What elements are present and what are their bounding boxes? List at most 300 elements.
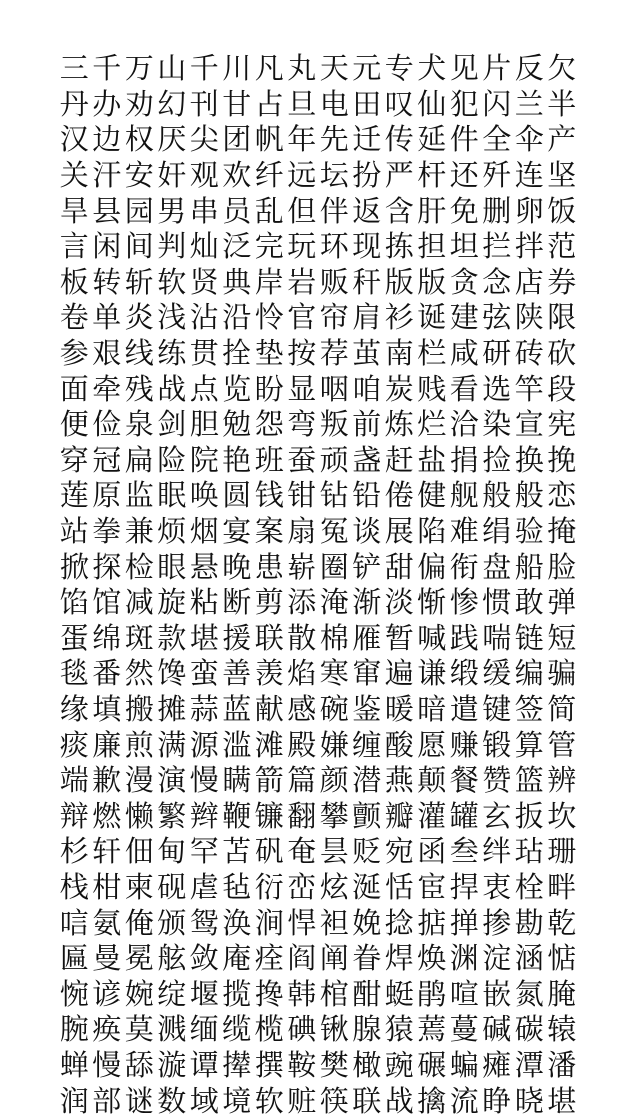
character: 环 [319,229,349,264]
character: 看 [449,371,479,406]
character: 骗 [547,656,577,691]
character: 捍 [449,869,479,904]
character: 雁 [352,620,382,655]
character: 沾 [189,300,219,335]
character: 歼 [482,158,512,193]
character: 便 [59,407,89,442]
character: 援 [222,620,252,655]
character: 珊 [547,834,577,869]
character-row [58,1083,578,1119]
character: 蝉 [59,1047,89,1082]
character: 迁 [352,122,382,157]
character: 辩 [59,798,89,833]
character: 牵 [92,371,122,406]
character: 橄 [352,1047,382,1082]
character-row [58,371,578,407]
character: 砍 [547,336,577,371]
character: 店 [514,264,544,299]
character: 鞍 [287,1047,317,1082]
character: 蒜 [189,691,219,726]
character: 拌 [514,229,544,264]
character: 贱 [417,371,447,406]
character: 鸳 [189,905,219,940]
character: 岩 [287,264,317,299]
character: 演 [157,763,187,798]
character: 玩 [287,229,317,264]
character: 堪 [547,1083,577,1118]
character: 蛮 [189,656,219,691]
character: 殿 [287,727,317,762]
character: 赶 [384,442,414,477]
character: 匾 [59,941,89,976]
character: 坚 [547,158,577,193]
character: 番 [92,656,122,691]
character: 潜 [352,763,382,798]
character: 遣 [449,691,479,726]
character: 堪 [189,620,219,655]
character: 瘫 [482,1047,512,1082]
character: 暖 [384,691,414,726]
character: 婉 [124,976,154,1011]
character: 源 [189,727,219,762]
character: 险 [157,442,187,477]
character: 甸 [157,834,187,869]
character: 斩 [124,264,154,299]
character: 三 [59,51,89,86]
character: 弦 [482,300,512,335]
character: 钱 [254,478,284,513]
character: 馆 [92,585,122,620]
character: 圈 [319,549,349,584]
character: 锻 [482,727,512,762]
character: 边 [92,122,122,157]
character: 奸 [157,158,187,193]
character: 验 [514,514,544,549]
character: 遍 [384,656,414,691]
character: 窜 [352,656,382,691]
character: 然 [124,656,154,691]
character: 电 [319,86,349,121]
character: 玄 [482,798,512,833]
character: 短 [547,620,577,655]
character: 尖 [189,122,219,157]
character: 舷 [157,941,187,976]
character: 篮 [514,763,544,798]
character: 按 [287,336,317,371]
character: 盘 [482,549,512,584]
character: 恋 [547,478,577,513]
character: 奄 [287,834,317,869]
character: 猿 [384,1012,414,1047]
character: 叛 [319,407,349,442]
character: 柬 [124,869,154,904]
character: 捐 [449,442,479,477]
character: 谜 [124,1083,154,1118]
character: 线 [124,336,154,371]
character: 眷 [352,941,382,976]
character: 榄 [254,1012,284,1047]
character: 痊 [254,941,284,976]
character: 涣 [222,905,252,940]
character: 肩 [352,300,382,335]
character: 竿 [514,371,544,406]
character: 淀 [482,941,512,976]
character: 帘 [319,300,349,335]
character: 腕 [59,1012,89,1047]
character: 言 [59,229,89,264]
character: 莫 [124,1012,154,1047]
character: 曼 [92,941,122,976]
character: 溅 [157,1012,187,1047]
character: 绵 [92,620,122,655]
character: 颜 [319,763,349,798]
character: 判 [157,229,187,264]
character: 垫 [254,336,284,371]
character: 蜓 [384,976,414,1011]
character: 贩 [319,264,349,299]
character: 片 [482,51,512,86]
character: 砚 [157,869,187,904]
character: 县 [92,193,122,228]
character: 衍 [254,869,284,904]
character: 歉 [92,763,122,798]
character: 衫 [384,300,414,335]
character: 洽 [449,407,479,442]
character: 弯 [287,407,317,442]
character: 灿 [189,229,219,264]
character: 酣 [352,976,382,1011]
character: 棉 [319,620,349,655]
character: 筷 [319,1083,349,1118]
character: 廉 [92,727,122,762]
character: 悍 [287,905,317,940]
character: 韩 [287,976,317,1011]
character-row [58,727,578,763]
character: 伴 [319,193,349,228]
character: 现 [352,229,382,264]
character-row [58,941,578,977]
character: 虐 [189,869,219,904]
character: 漫 [124,763,154,798]
character: 燃 [92,798,122,833]
character: 坎 [547,798,577,833]
character: 晓 [514,1083,544,1118]
character: 斑 [124,620,154,655]
character: 慢 [189,763,219,798]
character-row [58,158,578,194]
character: 栓 [514,869,544,904]
character: 添 [287,585,317,620]
character: 滩 [254,727,284,762]
character: 秆 [352,264,382,299]
character: 渊 [449,941,479,976]
character: 班 [254,442,284,477]
character: 件 [449,122,479,157]
character: 船 [514,549,544,584]
character: 栈 [59,869,89,904]
character: 年 [287,122,317,157]
character: 贯 [189,336,219,371]
character: 绊 [482,834,512,869]
character: 乱 [254,193,284,228]
character: 惯 [482,585,512,620]
character: 幻 [157,86,187,121]
character: 旦 [287,86,317,121]
character: 填 [92,691,122,726]
character: 卷 [59,300,89,335]
character: 繁 [157,798,187,833]
character: 砖 [514,336,544,371]
character: 版 [417,264,447,299]
character: 蚕 [287,442,317,477]
character: 峦 [287,869,317,904]
character: 揽 [222,976,252,1011]
character: 樊 [319,1047,349,1082]
character: 勘 [514,905,544,940]
character: 帆 [254,122,284,157]
character: 剑 [157,407,187,442]
character: 团 [222,122,252,157]
character: 天 [319,51,349,86]
character: 元 [352,51,382,86]
character: 连 [514,158,544,193]
character: 般 [514,478,544,513]
character: 山 [157,51,187,86]
character: 辨 [547,763,577,798]
character: 饭 [547,193,577,228]
character: 流 [449,1083,479,1118]
character: 换 [514,442,544,477]
character: 战 [384,1083,414,1118]
character: 展 [384,514,414,549]
character: 显 [287,371,317,406]
character: 还 [449,158,479,193]
character: 占 [254,86,284,121]
character: 煎 [124,727,154,762]
character-row [58,549,578,585]
character: 园 [124,193,154,228]
character: 擒 [417,1083,447,1118]
character: 堰 [189,976,219,1011]
character: 圆 [222,478,252,513]
character: 汉 [59,122,89,157]
character-row [58,478,578,514]
character: 腌 [547,976,577,1011]
character: 伞 [514,122,544,157]
character: 甘 [222,86,252,121]
character: 含 [384,193,414,228]
character: 苫 [222,834,252,869]
character: 川 [222,51,252,86]
character: 赃 [287,1083,317,1118]
character: 剪 [254,585,284,620]
character: 刊 [189,86,219,121]
character: 拣 [384,229,414,264]
character: 念 [482,264,512,299]
character: 钻 [319,478,349,513]
character: 院 [189,442,219,477]
character: 宣 [514,407,544,442]
character: 但 [287,193,317,228]
character: 选 [482,371,512,406]
character: 完 [254,229,284,264]
character: 敛 [189,941,219,976]
character: 俺 [124,905,154,940]
character: 餐 [449,763,479,798]
character: 万 [124,51,154,86]
character: 劝 [124,86,154,121]
character: 暗 [417,691,447,726]
character-row [58,443,578,479]
character: 散 [287,620,317,655]
character: 欢 [222,158,252,193]
character: 氨 [92,905,122,940]
character: 碱 [482,1012,512,1047]
character: 难 [449,514,479,549]
character: 栏 [417,336,447,371]
character: 摊 [157,691,187,726]
character: 篇 [287,763,317,798]
character: 酸 [384,727,414,762]
character: 泛 [222,229,252,264]
character: 碳 [514,1012,544,1047]
character: 炫 [319,869,349,904]
character: 编 [514,656,544,691]
character: 链 [514,620,544,655]
character: 厌 [157,122,187,157]
character: 软 [157,264,187,299]
character: 段 [547,371,577,406]
character: 撵 [222,1047,252,1082]
character: 境 [222,1083,252,1118]
character: 顽 [319,442,349,477]
character: 犬 [417,51,447,86]
character: 阎 [287,941,317,976]
character: 睁 [482,1083,512,1118]
character-row [58,122,578,158]
character: 馅 [59,585,89,620]
character: 炭 [384,371,414,406]
character: 柑 [92,869,122,904]
character: 衷 [482,869,512,904]
character: 千 [92,51,122,86]
character: 倦 [384,478,414,513]
character: 慢 [92,1047,122,1082]
character: 颤 [352,798,382,833]
character: 健 [417,478,447,513]
character: 蔓 [449,1012,479,1047]
character: 昙 [319,834,349,869]
character: 缆 [222,1012,252,1047]
character: 全 [482,122,512,157]
character: 缓 [482,656,512,691]
character: 潭 [514,1047,544,1082]
character: 键 [482,691,512,726]
character: 见 [449,51,479,86]
character: 喧 [449,976,479,1011]
character: 咸 [449,336,479,371]
character: 淡 [384,585,414,620]
character: 翻 [287,798,317,833]
character: 端 [59,763,89,798]
character: 辕 [547,1012,577,1047]
character: 传 [384,122,414,157]
character: 单 [92,300,122,335]
character: 宛 [384,834,414,869]
character: 田 [352,86,382,121]
character: 鹃 [417,976,447,1011]
character: 搀 [254,976,284,1011]
character: 怨 [254,407,284,442]
character: 咽 [319,371,349,406]
character: 站 [59,514,89,549]
character: 焰 [287,656,317,691]
character: 谭 [189,1047,219,1082]
character: 远 [287,158,317,193]
character: 欠 [547,51,577,86]
character: 惨 [449,585,479,620]
character: 延 [417,122,447,157]
character: 炎 [124,300,154,335]
character: 瓣 [384,798,414,833]
character-row [58,870,578,906]
character: 惦 [547,941,577,976]
character: 恬 [384,869,414,904]
character-row [58,87,578,123]
character: 减 [124,585,154,620]
character: 罕 [189,834,219,869]
character: 攀 [319,798,349,833]
character: 践 [449,620,479,655]
character: 沿 [222,300,252,335]
character: 炼 [384,407,414,442]
character: 捡 [482,442,512,477]
character: 点 [189,371,219,406]
character: 软 [254,1083,284,1118]
character: 版 [384,264,414,299]
character: 辫 [189,798,219,833]
character: 丹 [59,86,89,121]
character: 嵌 [482,976,512,1011]
character: 检 [124,549,154,584]
character: 弹 [547,585,577,620]
character: 满 [157,727,187,762]
character: 算 [514,727,544,762]
character: 碗 [319,691,349,726]
character: 陷 [417,514,447,549]
character: 胆 [189,407,219,442]
character: 汗 [92,158,122,193]
character: 惭 [417,585,447,620]
character-row [58,692,578,728]
character-row [58,656,578,692]
character: 愿 [417,727,447,762]
character: 坛 [319,158,349,193]
character: 卵 [514,193,544,228]
character: 诞 [417,300,447,335]
character: 盼 [254,371,284,406]
character: 冤 [319,514,349,549]
character: 扮 [352,158,382,193]
character: 串 [189,193,219,228]
character-row [58,265,578,301]
character: 扁 [124,442,154,477]
character: 涵 [514,941,544,976]
character: 蓝 [222,691,252,726]
character: 荐 [319,336,349,371]
character: 蝙 [449,1047,479,1082]
character: 简 [547,691,577,726]
